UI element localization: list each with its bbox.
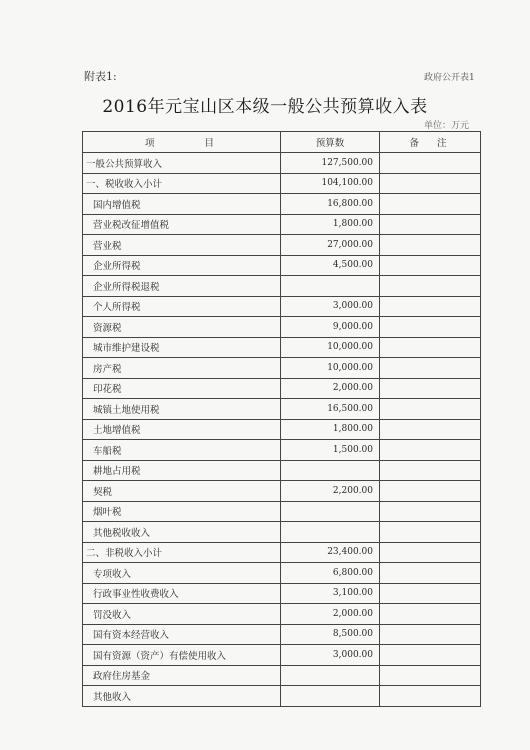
- cell-item: 一般公共预算收入: [83, 153, 281, 174]
- cell-note: [380, 296, 481, 317]
- table-row: [83, 214, 481, 235]
- cell-note: [380, 419, 481, 440]
- column-header-note: 备注: [380, 132, 481, 153]
- cell-item: 政府住房基金: [83, 665, 281, 686]
- cell-note: [380, 686, 481, 707]
- cell-amount: 10,000.00: [281, 337, 380, 358]
- cell-item: 城镇土地使用税: [83, 399, 281, 420]
- cell-item: 契税: [83, 481, 281, 502]
- cell-item: 一、税收收入小计: [83, 173, 281, 194]
- cell-note: [380, 522, 481, 543]
- cell-note: [380, 173, 481, 194]
- cell-note: [380, 645, 481, 666]
- cell-amount: 2,000.00: [281, 378, 380, 399]
- cell-note: [380, 624, 481, 645]
- cell-amount: 8,500.00: [281, 624, 380, 645]
- cell-amount: [281, 522, 380, 543]
- column-header-item: 项目: [83, 132, 281, 153]
- cell-item: 行政事业性收费收入: [83, 583, 281, 604]
- page-title: 2016年元宝山区本级一般公共预算收入表: [102, 97, 428, 117]
- cell-amount: 16,800.00: [281, 194, 380, 215]
- cell-note: [380, 194, 481, 215]
- cell-item: 其他收入: [83, 686, 281, 707]
- cell-amount: 16,500.00: [281, 399, 380, 420]
- cell-item: 国内增值税: [83, 194, 281, 215]
- cell-note: [380, 583, 481, 604]
- cell-item: 车船税: [83, 440, 281, 461]
- column-header-amount: 预算数: [281, 132, 380, 153]
- table-row: [83, 460, 481, 481]
- cell-note: [380, 604, 481, 625]
- cell-note: [380, 501, 481, 522]
- table-row: [83, 194, 481, 215]
- table-row: [83, 645, 481, 666]
- table-row: [83, 686, 481, 707]
- table-row: [83, 358, 481, 379]
- cell-amount: 4,500.00: [281, 255, 380, 276]
- cell-note: [380, 665, 481, 686]
- cell-item: 房产税: [83, 358, 281, 379]
- cell-amount: 1,800.00: [281, 214, 380, 235]
- cell-amount: 3,000.00: [281, 296, 380, 317]
- cell-note: [380, 214, 481, 235]
- cell-amount: 3,100.00: [281, 583, 380, 604]
- cell-amount: 104,100.00: [281, 173, 380, 194]
- table-row: [83, 153, 481, 174]
- cell-item: 二、非税收入小计: [83, 542, 281, 563]
- cell-amount: 127,500.00: [281, 153, 380, 174]
- cell-note: [380, 440, 481, 461]
- table-row: [83, 583, 481, 604]
- cell-note: [380, 563, 481, 584]
- cell-amount: 23,400.00: [281, 542, 380, 563]
- cell-amount: [281, 276, 380, 297]
- table-row: [83, 419, 481, 440]
- document-tag: 政府公开表1: [424, 73, 475, 83]
- cell-note: [380, 542, 481, 563]
- cell-item: 烟叶税: [83, 501, 281, 522]
- table-row: [83, 276, 481, 297]
- table-row: [83, 542, 481, 563]
- table-row: [83, 604, 481, 625]
- table-row: [83, 440, 481, 461]
- cell-note: [380, 276, 481, 297]
- cell-amount: 27,000.00: [281, 235, 380, 256]
- cell-item: 个人所得税: [83, 296, 281, 317]
- cell-amount: 9,000.00: [281, 317, 380, 338]
- unit-label: 单位：万元: [424, 121, 470, 131]
- cell-amount: 3,000.00: [281, 645, 380, 666]
- cell-item: 企业所得税: [83, 255, 281, 276]
- table-row: [83, 624, 481, 645]
- cell-note: [380, 337, 481, 358]
- table-row: [83, 522, 481, 543]
- cell-item: 印花税: [83, 378, 281, 399]
- cell-item: 耕地占用税: [83, 460, 281, 481]
- table-row: [83, 563, 481, 584]
- cell-item: 土地增值税: [83, 419, 281, 440]
- cell-note: [380, 481, 481, 502]
- table-row: [83, 501, 481, 522]
- cell-note: [380, 358, 481, 379]
- cell-note: [380, 460, 481, 481]
- cell-item: 国有资源（资产）有偿使用收入: [83, 645, 281, 666]
- table-row: [83, 481, 481, 502]
- cell-amount: 6,800.00: [281, 563, 380, 584]
- cell-item: 企业所得税退税: [83, 276, 281, 297]
- cell-item: 营业税改征增值税: [83, 214, 281, 235]
- cell-item: 其他税收收入: [83, 522, 281, 543]
- cell-item: 国有资本经营收入: [83, 624, 281, 645]
- cell-amount: [281, 686, 380, 707]
- table-row: [83, 399, 481, 420]
- table-row: [83, 255, 481, 276]
- cell-amount: 2,000.00: [281, 604, 380, 625]
- table-row: [83, 235, 481, 256]
- cell-amount: 1,500.00: [281, 440, 380, 461]
- cell-note: [380, 378, 481, 399]
- attachment-label: 附表1:: [84, 70, 117, 83]
- cell-item: 城市维护建设税: [83, 337, 281, 358]
- cell-amount: 2,200.00: [281, 481, 380, 502]
- cell-note: [380, 235, 481, 256]
- cell-amount: 1,800.00: [281, 419, 380, 440]
- table-row: [83, 337, 481, 358]
- table-header-row: [83, 132, 481, 153]
- table-row: [83, 378, 481, 399]
- table-row: [83, 317, 481, 338]
- table-row: [83, 665, 481, 686]
- cell-item: 罚没收入: [83, 604, 281, 625]
- table-row: [83, 173, 481, 194]
- cell-amount: [281, 665, 380, 686]
- cell-note: [380, 399, 481, 420]
- cell-item: 营业税: [83, 235, 281, 256]
- cell-item: 专项收入: [83, 563, 281, 584]
- cell-amount: [281, 501, 380, 522]
- table-row: [83, 296, 481, 317]
- cell-note: [380, 317, 481, 338]
- cell-amount: 10,000.00: [281, 358, 380, 379]
- cell-note: [380, 153, 481, 174]
- cell-item: 资源税: [83, 317, 281, 338]
- budget-table: [82, 131, 481, 707]
- cell-amount: [281, 460, 380, 481]
- cell-note: [380, 255, 481, 276]
